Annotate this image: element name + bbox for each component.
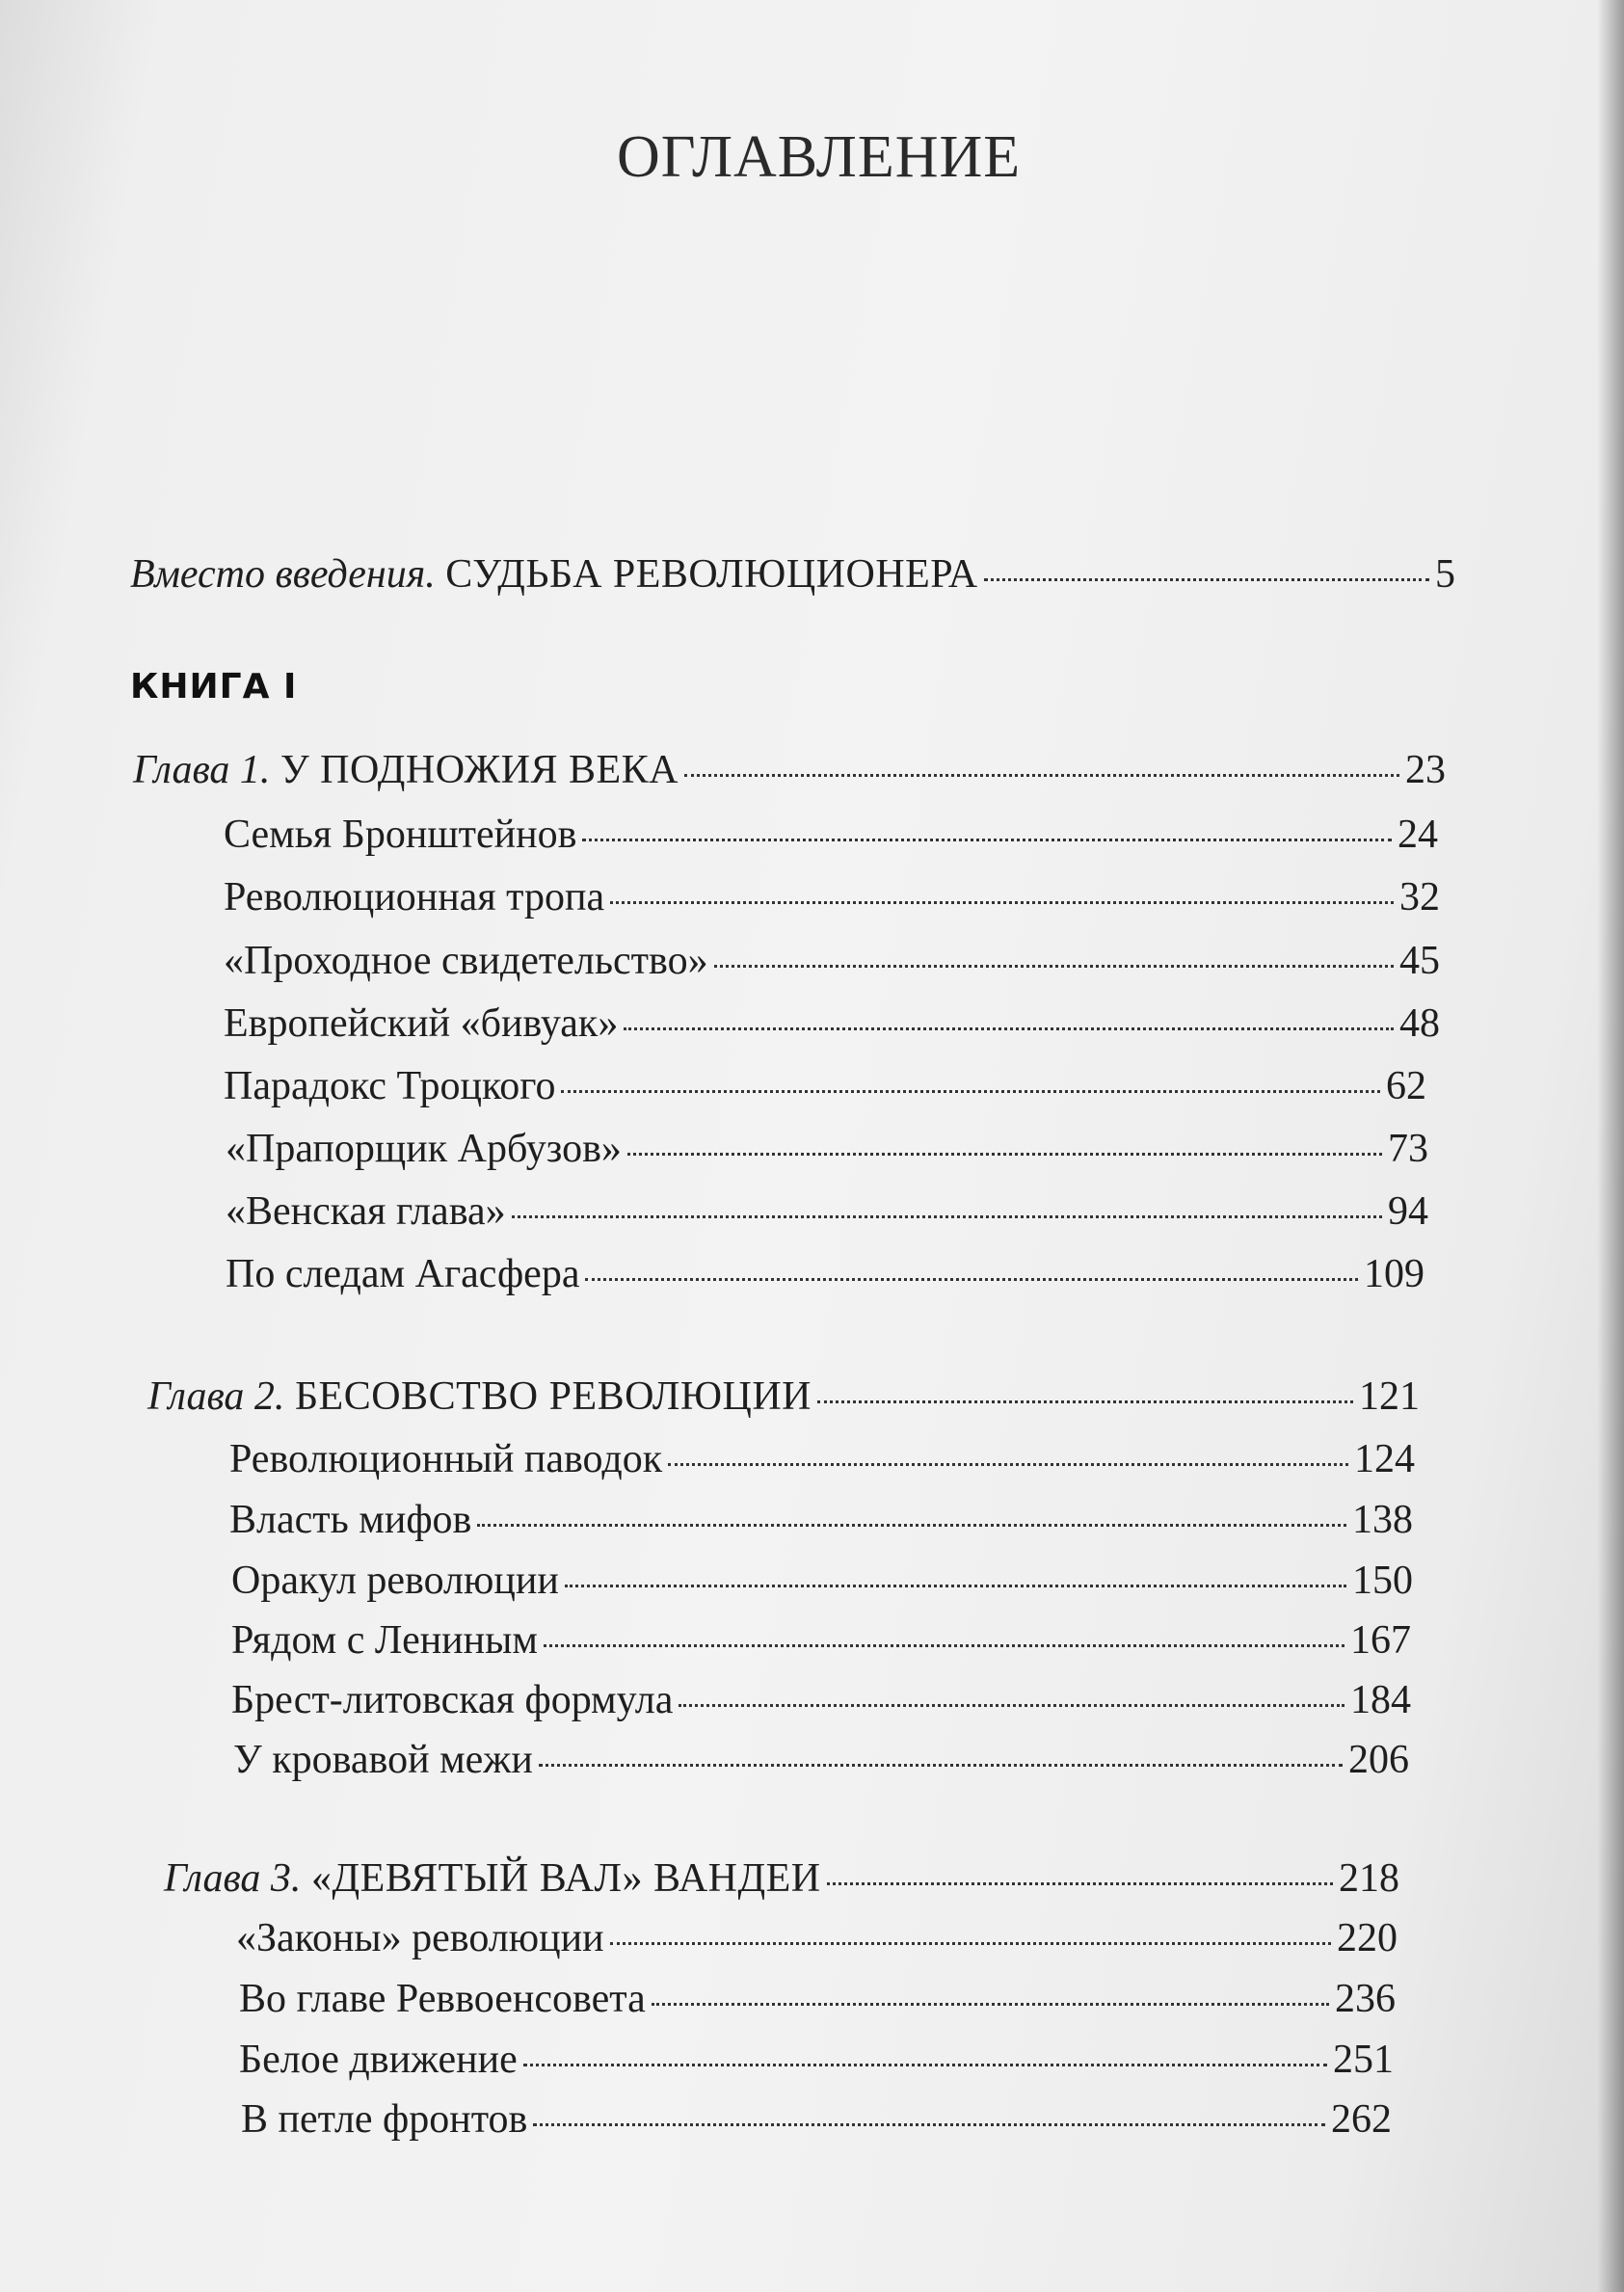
dot-leader bbox=[827, 1882, 1333, 1885]
dot-leader bbox=[477, 1524, 1346, 1527]
section-title: Революционная тропа bbox=[224, 875, 605, 919]
toc-section bbox=[241, 2096, 1392, 2143]
section-page: 206 bbox=[1348, 1738, 1409, 1782]
toc-section bbox=[224, 1000, 1440, 1047]
toc-section bbox=[226, 1188, 1428, 1235]
entry-title: СУДЬБА РЕВОЛЮЦИОНЕРА bbox=[445, 552, 978, 597]
toc-section bbox=[229, 1497, 1413, 1543]
toc-section bbox=[229, 1436, 1415, 1482]
section-title: У кровавой межи bbox=[233, 1738, 533, 1782]
dot-leader bbox=[533, 2123, 1325, 2126]
chapter-title: БЕСОВСТВО РЕВОЛЮЦИИ bbox=[294, 1374, 812, 1419]
section-title: Оракул революции bbox=[231, 1559, 559, 1603]
toc-section bbox=[231, 1617, 1411, 1664]
dot-leader bbox=[668, 1463, 1348, 1466]
dot-leader bbox=[512, 1215, 1382, 1218]
section-page: 262 bbox=[1331, 2097, 1392, 2142]
toc-section bbox=[231, 1677, 1411, 1723]
entry-prefix: Вместо введения. bbox=[130, 552, 436, 597]
section-page: 62 bbox=[1386, 1064, 1426, 1108]
dot-leader bbox=[585, 1278, 1358, 1281]
chapter-page: 23 bbox=[1405, 748, 1446, 792]
toc-entry-intro bbox=[130, 551, 1455, 598]
dot-leader bbox=[652, 2003, 1329, 2006]
section-title: Семья Бронштейнов bbox=[224, 813, 577, 857]
section-title: «Проходное свидетельство» bbox=[224, 939, 708, 983]
dot-leader bbox=[610, 1942, 1331, 1945]
toc-section bbox=[224, 812, 1438, 858]
entry-page: 5 bbox=[1435, 552, 1455, 597]
section-page: 184 bbox=[1350, 1678, 1411, 1722]
chapter-title: У ПОДНОЖИЯ ВЕКА bbox=[280, 748, 679, 792]
section-title: Во главе Реввоенсовета bbox=[239, 1977, 646, 2021]
dot-leader bbox=[610, 901, 1394, 904]
section-page: 32 bbox=[1399, 875, 1440, 919]
section-title: Европейский «бивуак» bbox=[224, 1001, 619, 1046]
section-page: 167 bbox=[1350, 1618, 1411, 1663]
section-page: 45 bbox=[1399, 939, 1440, 983]
section-page: 94 bbox=[1388, 1189, 1428, 1234]
section-title: В петле фронтов bbox=[241, 2097, 528, 2142]
dot-leader bbox=[684, 774, 1399, 777]
dot-leader bbox=[679, 1704, 1344, 1707]
section-page: 150 bbox=[1352, 1559, 1413, 1603]
dot-leader bbox=[582, 839, 1392, 841]
dot-leader bbox=[817, 1400, 1353, 1403]
section-page: 73 bbox=[1388, 1127, 1428, 1171]
page-title: ОГЛАВЛЕНИЕ bbox=[617, 124, 1022, 190]
chapter-page: 121 bbox=[1359, 1374, 1420, 1419]
chapter-prefix: Глава 1. bbox=[133, 748, 271, 792]
section-title: Власть мифов bbox=[229, 1498, 472, 1542]
section-title: Революционный паводок bbox=[229, 1437, 663, 1481]
section-title: «Законы» революции bbox=[236, 1916, 604, 1960]
section-page: 138 bbox=[1352, 1498, 1413, 1542]
book-heading: КНИГА I bbox=[130, 667, 298, 706]
toc-section bbox=[239, 1976, 1396, 2022]
section-title: Брест-литовская формула bbox=[231, 1678, 674, 1722]
section-page: 236 bbox=[1335, 1977, 1396, 2021]
toc-section bbox=[224, 938, 1440, 984]
section-title: «Венская глава» bbox=[226, 1189, 506, 1234]
section-page: 24 bbox=[1398, 813, 1438, 857]
dot-leader bbox=[984, 578, 1429, 581]
section-page: 251 bbox=[1333, 2038, 1394, 2082]
section-title: Белое движение bbox=[239, 2038, 518, 2082]
toc-section bbox=[236, 1915, 1398, 1961]
toc-chapter-2 bbox=[147, 1373, 1420, 1420]
dot-leader bbox=[627, 1153, 1382, 1156]
toc-section bbox=[231, 1558, 1413, 1604]
dot-leader bbox=[565, 1585, 1346, 1587]
dot-leader bbox=[544, 1644, 1344, 1647]
chapter-prefix: Глава 3. bbox=[164, 1856, 302, 1901]
section-title: По следам Агасфера bbox=[226, 1252, 580, 1296]
toc-section bbox=[226, 1251, 1424, 1297]
dot-leader bbox=[624, 1027, 1394, 1030]
chapter-title: «ДЕВЯТЫЙ ВАЛ» ВАНДЕИ bbox=[310, 1856, 821, 1901]
toc-section bbox=[224, 874, 1440, 920]
dot-leader bbox=[561, 1090, 1380, 1093]
section-title: «Прапорщик Арбузов» bbox=[226, 1127, 622, 1171]
dot-leader bbox=[523, 2064, 1327, 2066]
toc-section bbox=[233, 1737, 1409, 1783]
toc-section bbox=[224, 1063, 1426, 1109]
dot-leader bbox=[714, 965, 1394, 968]
toc-section bbox=[239, 2037, 1394, 2083]
section-page: 220 bbox=[1337, 1916, 1398, 1960]
section-page: 109 bbox=[1364, 1252, 1424, 1296]
toc-chapter-3 bbox=[164, 1855, 1399, 1902]
section-page: 48 bbox=[1399, 1001, 1440, 1046]
section-title: Рядом с Лениным bbox=[231, 1618, 538, 1663]
section-title: Парадокс Троцкого bbox=[224, 1064, 556, 1108]
chapter-prefix: Глава 2. bbox=[147, 1374, 285, 1419]
section-page: 124 bbox=[1354, 1437, 1415, 1481]
chapter-page: 218 bbox=[1339, 1856, 1399, 1901]
dot-leader bbox=[539, 1764, 1343, 1767]
toc-section bbox=[226, 1126, 1428, 1172]
toc-chapter-1 bbox=[133, 747, 1446, 793]
